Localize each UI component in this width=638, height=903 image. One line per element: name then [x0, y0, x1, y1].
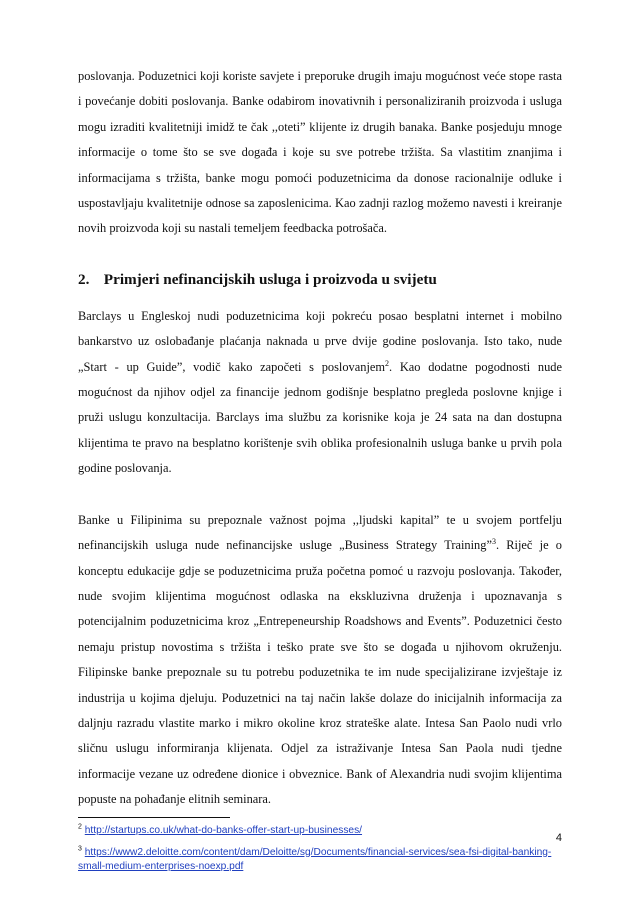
footnote-ref-2[interactable]: 2: [385, 358, 390, 368]
footnote-number: 2: [78, 823, 82, 831]
paragraph-filipini: [78, 508, 562, 813]
footnote-link[interactable]: http://startups.co.uk/what-do-banks-offer-start-up-businesses/: [84, 824, 363, 836]
footnote-separator: [78, 817, 230, 818]
section-number: 2.: [78, 270, 90, 288]
footnote-ref-3[interactable]: 3: [491, 536, 496, 546]
paragraph-filipini-text-b: . Riječ je o konceptu edukacije gdje se poduzetnicima pruža početna pomoć u razvoju poslovanja. Također, nude svojim klijentima mogućnost odlaska na ekskluzivna druženja i upoznavanja s potencijalnim poduzetnicima kroz „Entrepeneurship Roadshows and Events”. Poduzetnici često nemaju pristup novostima s tržišta i teško prate sve što se događa u njihovom okruženju. Filipinske banke prepoznale su tu potrebu poduzetnika te im nude specijalizirane izvještaje iz industrija u kojima djeluju. Poduzetnici na taj način lakše dolaze do inicijalnih informacija za daljnju razradu vlastite marko i mikro okoline kroz strateške alate. Intesa San Paolo nudi vrlo sličnu uslugu informiranja klijenata. Odjel za istraživanje Intesa San Paola nudi tjedne informacije vezane uz određene dionice i obveznice. Bank of Alexandria nudi svojim klijentima popuste na pohađanje elitnih seminara.: [78, 538, 563, 807]
footnote-3: [78, 846, 562, 874]
paragraph-intro: poslovanja. Poduzetnici koji koriste savjete i preporuke drugih imaju mogućnost veće stope rasta i povećanje dobiti poslovanja. Banke odabirom inovativnih i personaliziranih proizvoda i usluga mogu izraditi kvalitetniji imidž te čak ,,oteti” klijente iz drugih banaka. Banke posjeduju mnoge informacije o tome što se sve događa i koje su sve potrebe tržišta. Sa vlastitim znanjima i informacijama s tržišta, banke mogu pomoći poduzetnicima da donose racionalnije odluke i uspostavljaju kvalitetnije odnose sa zaposlenicima. Kao zadnji razlog možemo navesti i kreiranje novih proizvoda koji su nastali temeljem feedbacka potrošača.: [78, 69, 562, 236]
footnote-2: [78, 824, 562, 838]
paragraph-barclays: [78, 304, 562, 482]
page-number: 4: [555, 832, 562, 844]
footnote-link[interactable]: https://www2.deloitte.com/content/dam/Deloitte/sg/Documents/financial-services/sea-fsi-digital-banking-small-medium-enterprises-noexp.pdf: [78, 846, 552, 872]
section-title: Primjeri nefinancijskih usluga i proizvoda u svijetu: [103, 270, 437, 288]
section-heading: [78, 270, 562, 290]
paragraph-barclays-text-b: . Kao dodatne pogodnosti nude mogućnost da njihov odjel za financije jednom godišnje besplatno pregleda poslovne knjige i pruži uslugu konzultacija. Barclays ima službu za korisnike koja je 24 sata na dan dostupna klijentima te pravo na besplatno korištenje svih oblika profesionalnih usluga banke u prvih pola godine poslovanja.: [78, 359, 563, 476]
footnote-number: 3: [78, 845, 82, 853]
paragraph-barclays-text-a: Barclays u Engleskoj nudi poduzetnicima koji pokreću posao besplatni internet i mobilno bankarstvo uz oslobađanje plaćanja naknada u prve dvije godine poslovanja. Isto tako, nude „Start - up Guide”, vodič kako započeti s poslovanjem: [78, 308, 562, 374]
document-page: [78, 64, 562, 882]
paragraph-gap: [78, 482, 562, 508]
paragraph-filipini-text-a: Banke u Filipinima su prepoznale važnost pojma ,,ljudski kapital” te u svojem portfelju nefinancijskih usluga nude nefinancijske usluge „Business Strategy Training”: [78, 512, 562, 553]
